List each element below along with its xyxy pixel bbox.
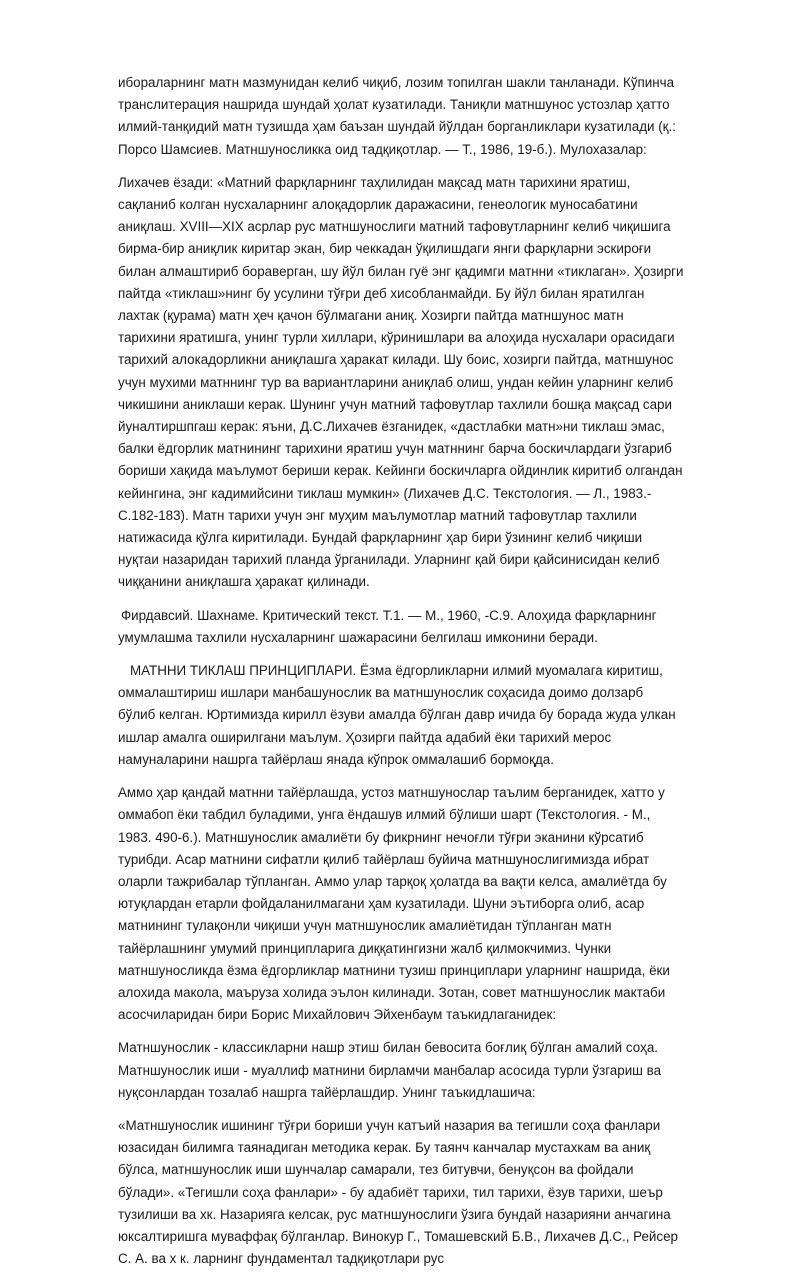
paragraph-textology-definition: Матншунослик - классикларни нашр этиш билан бевосита боғлиқ бўлган амалий соҳа. Матншунослик иши - муаллиф матнини бирламчи манбалар асосида турли ўзгариш ва нуқсонлардан тозалаб нашрга тайёрлашдир. Унинг таъкидлашича:: [118, 1040, 662, 1100]
paragraph-restoration-principles: МАТННИ ТИКЛАШ ПРИНЦИПЛАРИ. Ёзма ёдгорликларни илмий муомалага киритиш, оммалаштириш ишлари манбашунослик ва матншунослик соҳасида доимо долзарб бўлиб келган. Юртимизда кирилл ёзуви амалда бўлган давр ичида бу борада жуда улкан ишлар амалга оширилгани маълум. Ҳозирги пайтда адабий ёки тарихий мерос намуналарини нашрга тайёрлаш янада кўпрок оммалашиб бормоқда.: [118, 663, 676, 767]
paragraph-likhachev-quote: Лихачев ёзади: «Матний фарқларнинг таҳлилидан мақсад матн тарихини яратиш, сақланиб колган нусхаларнинг алоқадорлик даражасини, генеологик муносабатини аниқлаш. XVIII—XIX асрлар рус матншунослиги матний тафовутларнинг келиб чиқишига бирма-бир аниқлик киритар экан, бир чеккадан ўқилишдаги янги фарқларни эскироғи билан алмаштириб бораверган, шу йўл билан гуё энг қадимги матнни «тиклаган». Ҳозирги пайтда «тиклаш»нинг бу усулини тўғри деб хисобланмайди. Бу йўл билан яратилган лахтак (қурама) матн ҳеч қачон бўлмагани аниқ. Хозирги пайтда матншунос матн тарихини яратишга, унинг турли хиллари, кўринишлари ва алоҳида нусхалари орасидаги тарихий алокадорликни аниқлашга ҳаракат килади. Шу боис, хозирги пайтда, матншунос учун мухими матннинг тур ва вариантларини аниқлаб олиш, ундан кейин уларнинг келиб чикишини аниклаши керак. Шунинг учун матний тафовутлар тахлили бошқа мақсад сари йуналтиршпгаш керак: яъни, Д.С.Лихачев ёзганидек, «дастлабки матн»ни тиклаш эмас, балки ёдгорлик матнининг тарихини яратиш учун матннинг барча боскичлардаги ўзгариб бориши хақида маълумот бериши керак. Кейинги боскичларга ойдинлик киритиб олгандан кейингина, энг кадимийсини тиклаш мумкин» (Лихачев Д.С. Текстология. — Л., 1983.-С.182-183). Матн тарихи учун энг муҳим маълумотлар матний тафовутлар тахлили натижасида қўлга киритилади. Бундай фарқларнинг ҳар бири ўзининг келиб чиқиши нуқтаи назаридан тарихий планда ўрганилади. Уларнинг қай бири қайсинисидан келиб чиққанини аниқлашга ҳаракат қилинади.: [118, 174, 684, 590]
paragraph-intro: ибораларнинг матн мазмунидан келиб чиқиб, лозим топилган шакли танланади. Кўпинча транслитерация нашрида шундай ҳолат кузатилади. Таниқли матншунос устозлар ҳатто илмий-танқидий матн тузишда ҳам баъзан шундай йўлдан борганликлари кузатилади (қ.: Порсо Шамсиев. Матншуносликка оид тадқиқотлар. — Т., 1986, 19-б.). Мулохазалар:: [118, 75, 676, 157]
paragraph-theory-quote: «Матншунослик ишининг тўғри бориши учун катъий назария ва тегишли соҳа фанлари юзасидан билимга таянадиган методика керак. Бу таянч канчалар мустахкам ва аниқ бўлса, матншунослик иши шунчалар самарали, тез битувчи, бенуқсон ва фойдали бўлади». «Тегишли соҳа фанлари» - бу адабиёт тарихи, тил тарихи, ёзув тарихи, шеър тузилиши ва хк. Назарияга келсак, рус матншунослиги ўзига бундай назарияни анчагина юксалтиришга муваффақ бўлганлар. Винокур Г., Томашевский Б.В., Лихачев Д.С., Рейсер С. А. ва х к. ларнинг фундаментал тадқиқотлари рус: [118, 1117, 679, 1267]
paragraph-firdavsi-reference: Фирдавсий. Шахнаме. Критический текст. Т.1. — М., 1960, -С.9. Алоҳида фарқларнинг умумлашма тахлили нусхаларнинг шажарасини белгилаш имконини беради.: [118, 607, 657, 645]
document-page: [118, 72, 684, 1281]
paragraph-preparation: Аммо ҳар қандай матнни тайёрлашда, устоз матншунослар таълим берганидек, хатто у оммабоп ёки табдил буладими, унга ёндашув илмий бўлиши шарт (Текстология. - М., 1983. 490-6.). Матншунослик амалиёти бу фикрнинг нечоғли тўғри эканини кўрсатиб турибди. Асар матнини сифатли қилиб тайёрлаш буйича матншунослигимизда ибрат оларли тажрибалар тўпланган. Аммо улар тарқоқ ҳолатда ва вақти келса, амалиётда бу ютуқлардан етарли фойдаланилмагани ҳам кузатилади. Шуни эътиборга олиб, асар матнининг тулақонли чиқиши учун матншунослик амалиётидан тўпланган матн тайёрлашнинг умумий принципларига диққатингизни жалб қилмокчимиз. Чунки матншуносликда ёзма ёдгорликлар матнини тузиш принциплари уларнинг нашрида, ёки алохида макола, маъруза холида эълон килинади. Зотан, совет матншунослик мактаби асосчиларидан бири Борис Михайлович Эйхенбаум таъкидлаганидек:: [118, 785, 670, 1023]
